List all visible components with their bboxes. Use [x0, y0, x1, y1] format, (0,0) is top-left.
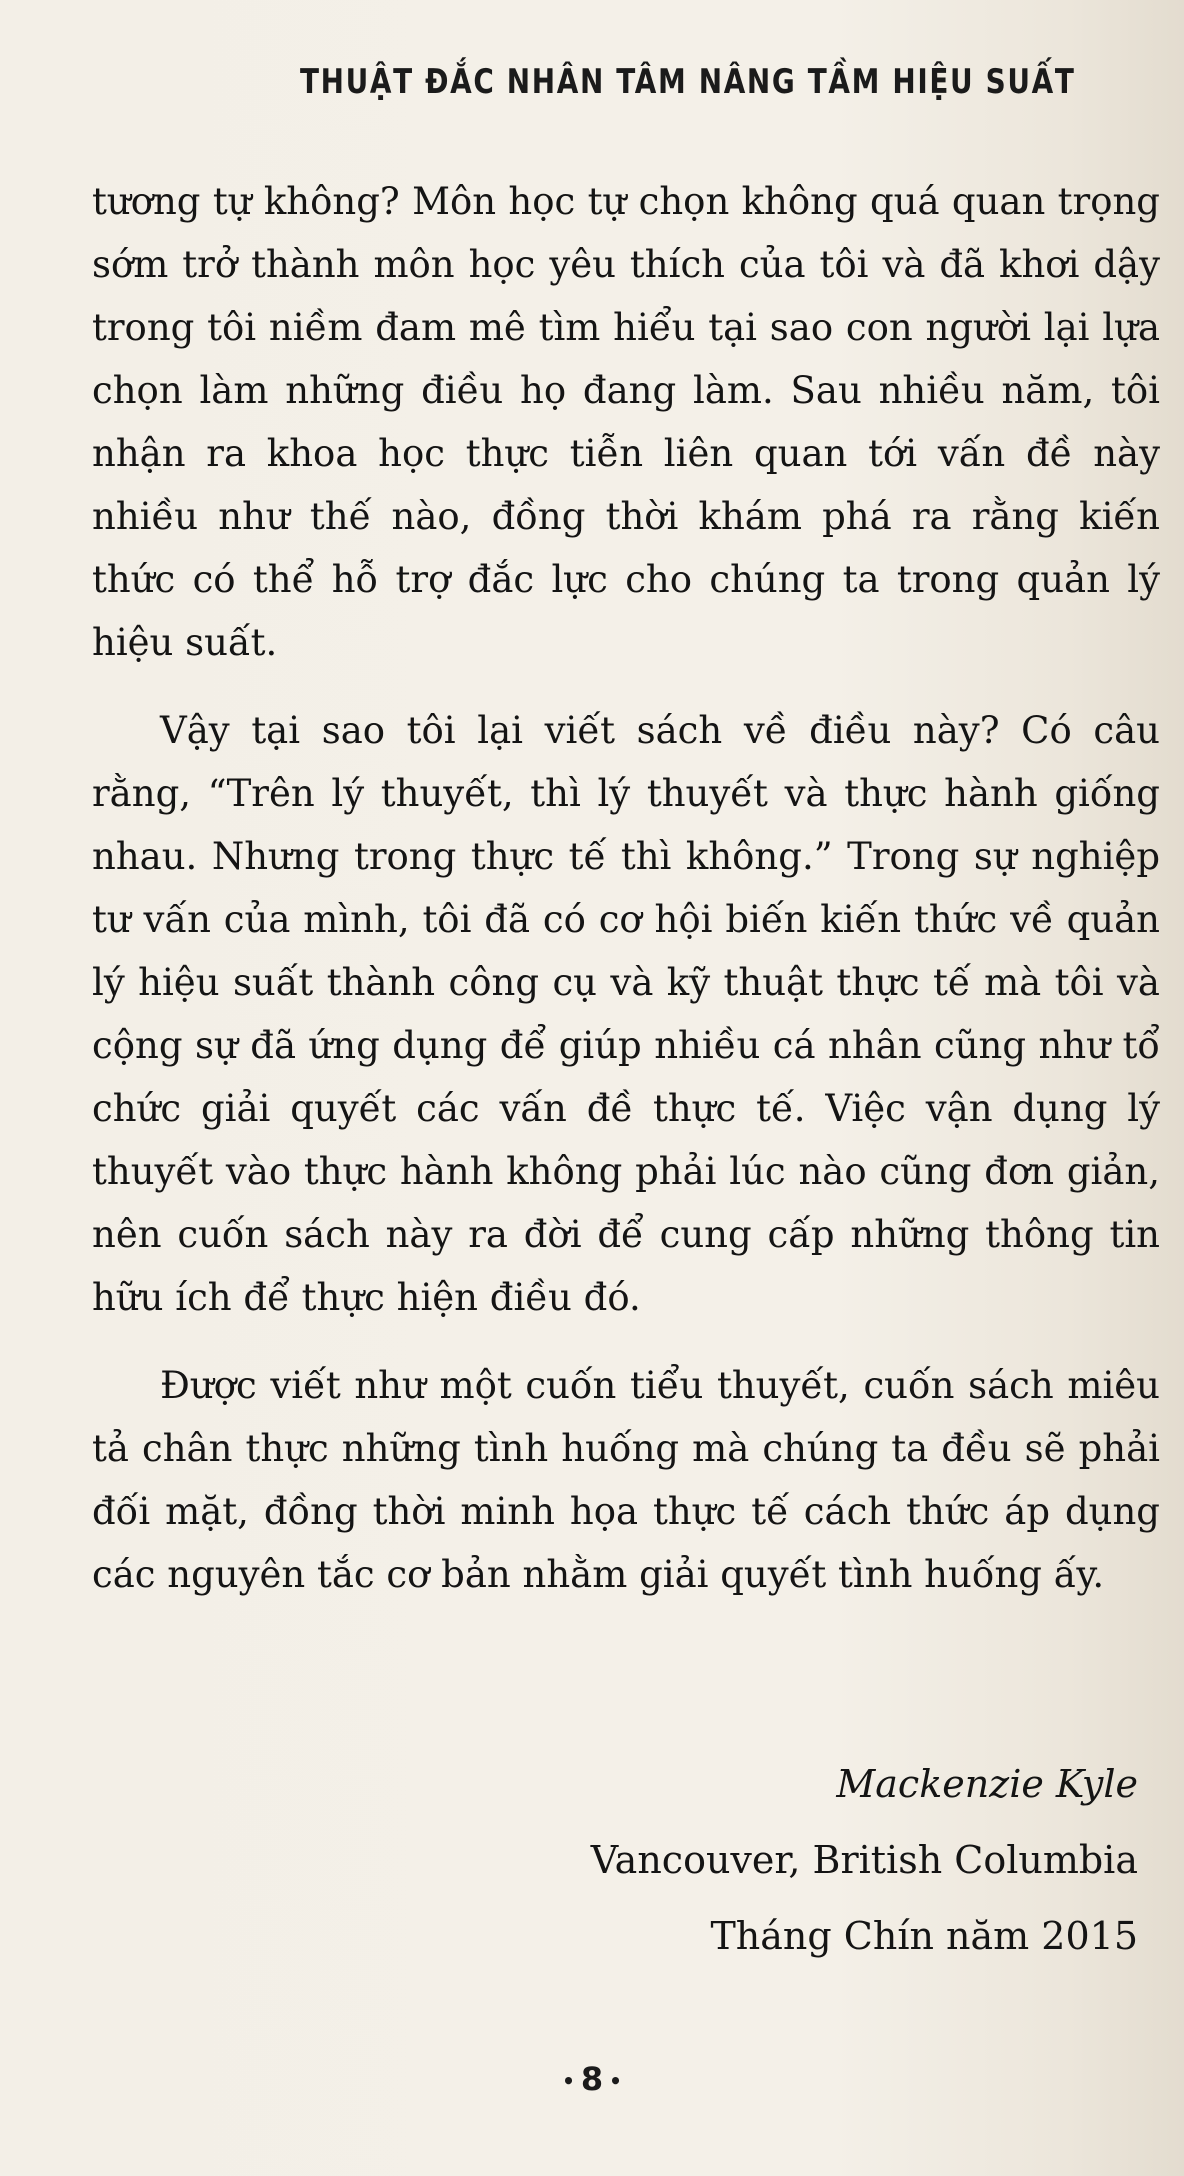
page-number-right-ornament: • — [609, 2069, 622, 2093]
running-header: THUẬT ĐẮC NHÂN TÂM NÂNG TẦM HIỆU SUẤT — [300, 62, 1076, 102]
signature-date: Tháng Chín năm 2015 — [710, 1914, 1138, 1958]
page-number-left-ornament: • — [562, 2069, 575, 2093]
paragraph-1: tương tự không? Môn học tự chọn không quá quan trọng sớm trở thành môn học yêu thích của tôi và đã khơi dậy trong tôi niềm đam mê tìm hiểu tại sao con người lại lựa chọn làm những điều họ đang làm. Sau nhiều năm, tôi nhận ra khoa học thực tiễn liên quan tới vấn đề này nhiều như thế nào, đồng thời khám phá ra rằng kiến thức có thể hỗ trợ đắc lực cho chúng ta trong quản lý hiệu suất. — [92, 180, 1160, 664]
paragraph-2: Vậy tại sao tôi lại viết sách về điều này? Có câu rằng, “Trên lý thuyết, thì lý thuyết và thực hành giống nhau. Nhưng trong thực tế thì không.” Trong sự nghiệp tư vấn của mình, tôi đã có cơ hội biến kiến thức về quản lý hiệu suất thành công cụ và kỹ thuật thực tế mà tôi và cộng sự đã ứng dụng để giúp nhiều cá nhân cũng như tổ chức giải quyết các vấn đề thực tế. Việc vận dụng lý thuyết vào thực hành không phải lúc nào cũng đơn giản, nên cuốn sách này ra đời để cung cấp những thông tin hữu ích để thực hiện điều đó. — [92, 709, 1160, 1319]
signature-place: Vancouver, British Columbia — [590, 1838, 1138, 1882]
page-number-value: 8 — [580, 2060, 604, 2098]
body-text — [92, 170, 1160, 1631]
page-number — [0, 2060, 1184, 2098]
signature-block — [591, 1746, 1138, 1974]
paragraph-3: Được viết như một cuốn tiểu thuyết, cuốn sách miêu tả chân thực những tình huống mà chúng ta đều sẽ phải đối mặt, đồng thời minh họa thực tế cách thức áp dụng các nguyên tắc cơ bản nhằm giải quyết tình huống ấy. — [92, 1364, 1160, 1596]
signature-author: Mackenzie Kyle — [836, 1762, 1138, 1806]
